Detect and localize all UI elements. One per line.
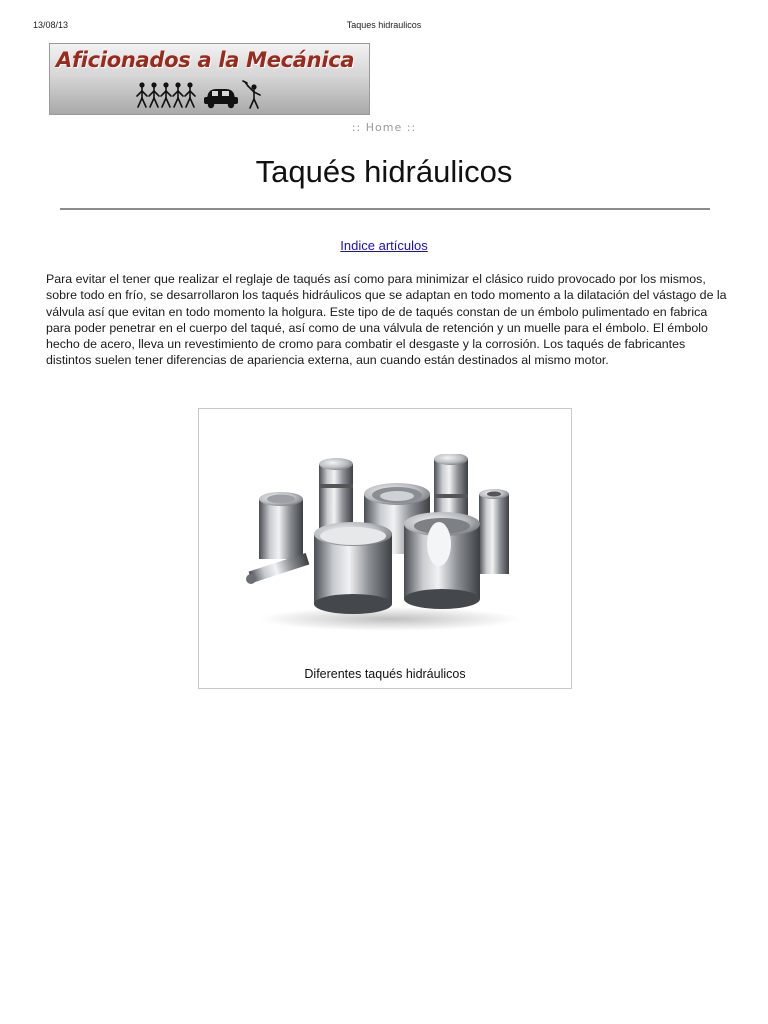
home-link[interactable]: :: Home :: <box>351 121 417 134</box>
title-divider <box>60 208 710 210</box>
people-car-mechanic-icon <box>136 80 276 110</box>
article-paragraph: Para evitar el tener que realizar el reglaje de taqués así como para minimizar el clásico ruido provocado por los mismos, sobre todo en frío, se desarrollaron los taqués hidráulicos que se adaptan en todo momento a la dilatación del vástago de la válvula así que evitan en todo momento la holgura. Este tipo de de taqués constan de un émbolo pulimentado en fabrica para poder penetrar en el cuerpo del taqué, así como de una válvula de retención y un muelle para el émbolo. El émbolo hecho de acero, lleva un revestimiento de cromo para combatir el desgaste y la corrosión. Los taqués de fabricantes distintos suelen tener diferencias de apariencia externa, aun cuando están destinados al mismo motor. <box>46 272 727 368</box>
print-date: 13/08/13 <box>33 20 69 30</box>
print-title: Taques hidraulicos <box>346 20 422 30</box>
banner-title: Aficionados a la Mecánica <box>56 48 355 72</box>
figure-caption: Diferentes taqués hidráulicos <box>304 667 466 681</box>
index-articles-link[interactable]: Indice artículos <box>340 238 428 253</box>
print-header <box>0 20 768 34</box>
site-banner[interactable] <box>49 43 370 115</box>
page-title: Taqués hidráulicos <box>255 154 513 189</box>
hydraulic-lifters-photo <box>239 454 533 634</box>
figure-box <box>198 408 572 689</box>
